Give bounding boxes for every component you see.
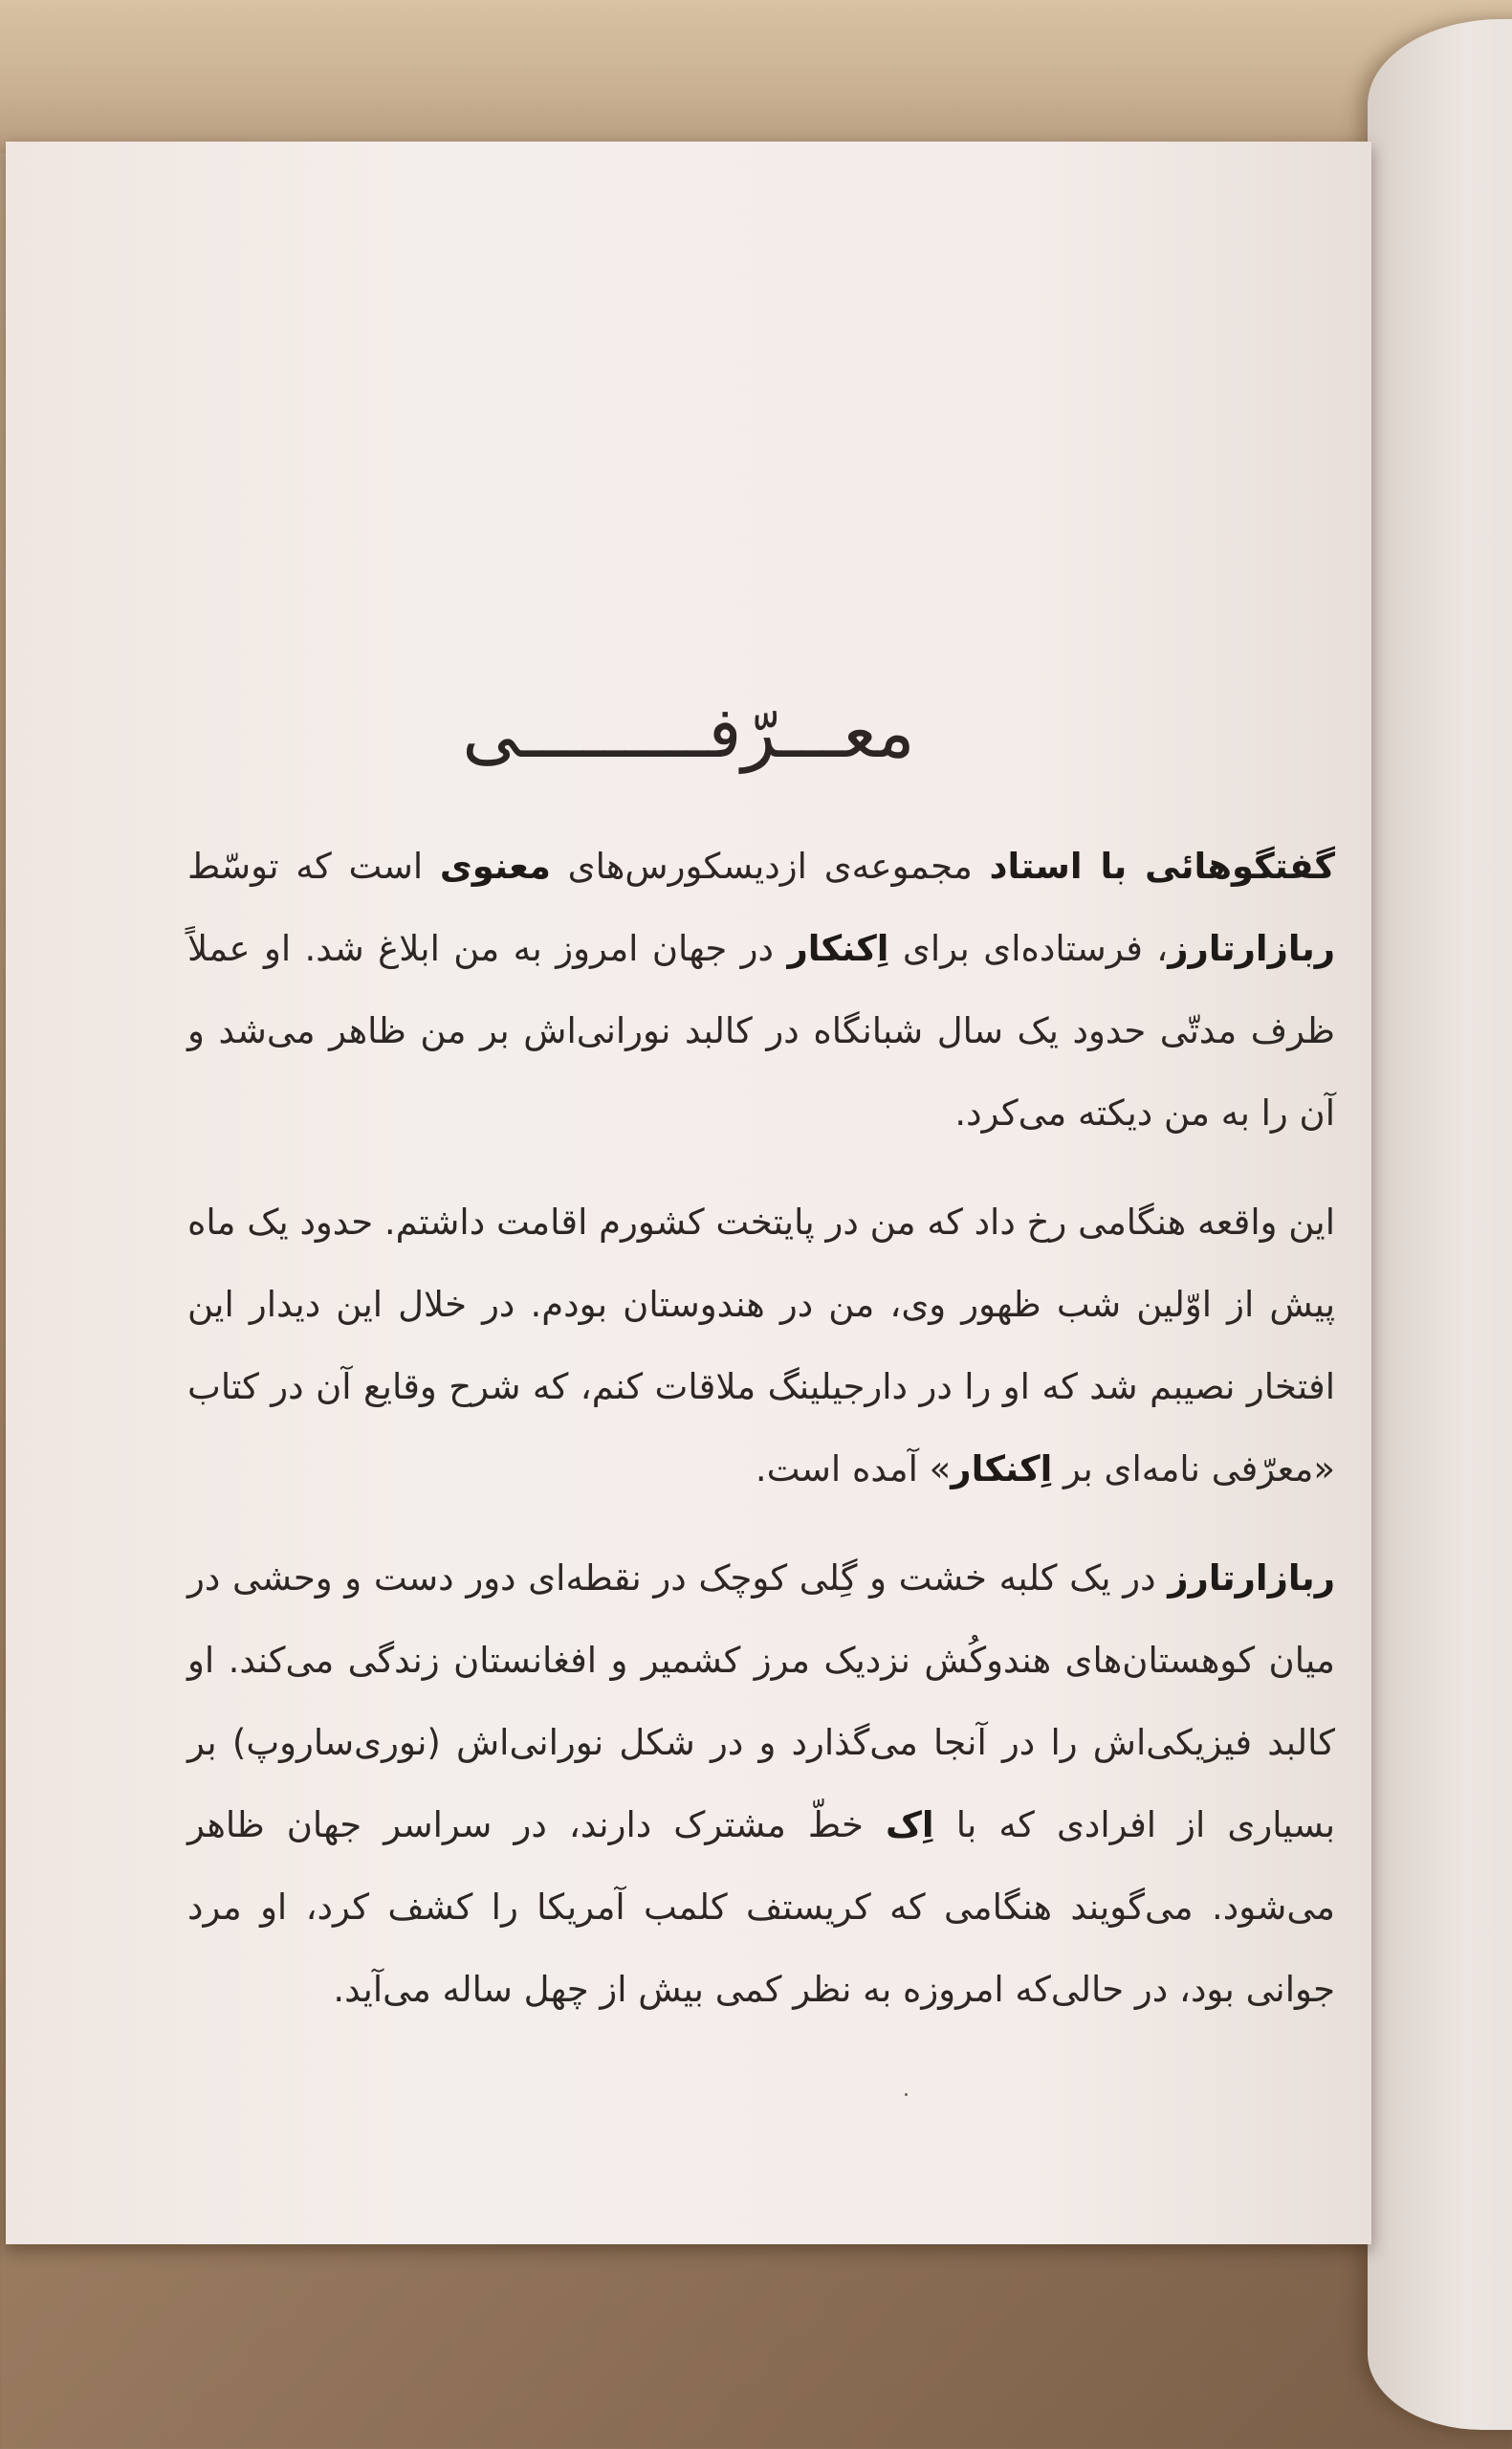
page-title: معـــرّفـــــــــی — [462, 692, 915, 774]
text-run: این واقعه هنگامی رخ داد که من در پایتخت کشورم اقامت داشتم. حدود یک ماه پیش از اوّلین شب ظهور وی، من در هندوستان بودم. در خلال این دیدار این افتخار نصیبم شد که او را در دارجیلینگ ملاقات کنم، که شرح وقایع آن در کتاب «معرّفی نامه‌ای بر — [187, 1202, 1335, 1489]
text-run: در یک کلبه خشت و گِلی کوچک در نقطه‌ای دور دست و وحشی در میان کوهستان‌های هندوکُش نزدیک مرز کشمیر و افغانستان زندگی می‌کند. او کالبد فیزیکی‌اش را در آنجا می‌گذارد و در شکل نورانی‌اش (نوری‌ساروپ) بر بسیاری از افرادی که با — [187, 1557, 1336, 1845]
text-run: خطّ مشترک دارند، در سراسر جهان ظاهر می‌شود. می‌گویند هنگامی که کریستف کلمب آمریکا را کشف کرد، او مرد جوانی بود، در حالی‌که امروزه به نظر کمی بیش از چهل ساله می‌آید. — [187, 1804, 1335, 2010]
body-text — [187, 826, 1335, 2031]
next-page-curl — [1368, 19, 1512, 2430]
bold-term: اِکنکار — [951, 1448, 1053, 1489]
bold-term: ربازارتارز — [1168, 928, 1336, 969]
book-page — [6, 142, 1371, 2244]
bold-term: ربازارتارز — [1168, 1557, 1335, 1599]
text-run: ، فرستاده‌ای برای — [888, 928, 1169, 969]
text-run: در جهان امروز به من ابلاغ شد. او عملاً ظرف مدتّی حدود یک سال شبانگاه در کالبد نورانی‌اش بر من ظاهر می‌شد و آن را به من دیکته می‌کرد. — [187, 928, 1335, 1134]
bold-term: گفتگوهائی با استاد — [989, 846, 1335, 887]
paragraph — [187, 1181, 1335, 1511]
text-run: » آمده است. — [755, 1448, 952, 1489]
bold-term: اِکنکار — [787, 928, 889, 969]
paragraph — [187, 826, 1335, 1155]
background-wall — [0, 0, 1512, 153]
page-mark — [905, 2093, 908, 2096]
bold-term: اِک — [886, 1804, 934, 1845]
paragraph — [187, 1537, 1335, 2031]
text-run: است که توسّط — [187, 846, 440, 887]
bold-term: معنوی — [439, 846, 551, 887]
text-run: مجموعه‌ی ازدیسکورس‌های — [550, 846, 990, 887]
